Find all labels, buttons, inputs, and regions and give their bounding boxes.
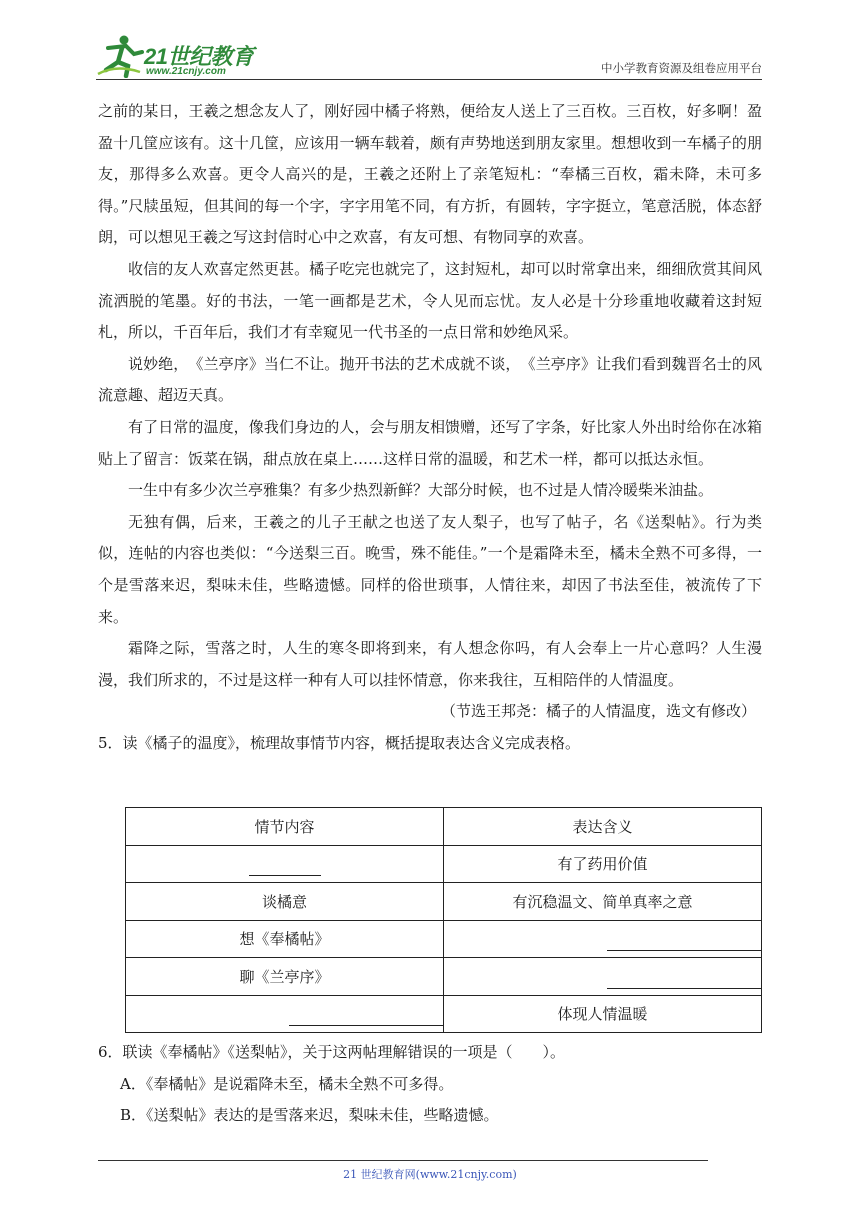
answer-blank-cell[interactable]	[444, 920, 762, 958]
answer-blank[interactable]	[607, 932, 761, 951]
table-cell: 有沉稳温文、简单真率之意	[444, 883, 762, 921]
question-5: 5．读《橘子的温度》，梳理故事情节内容，概括提取表达含义完成表格。	[98, 733, 581, 752]
table-row	[126, 845, 762, 883]
paragraph: 之前的某日，王羲之想念友人了，刚好园中橘子将熟，便给友人送上了三百枚。三百枚，好多啊！盈盈十几筐应该有。这十几筐，应该用一辆车载着，颇有声势地送到朋友家里。想想收到一车橘子的朋友，那得多么欢喜。更令人高兴的是，王羲之还附上了亲笔短札：“奉橘三百枚，霜未降，未可多得。”尺牍虽短，但其间的每一个字，字字用笔不同，有方折，有圆转，字字挺立，笔意活脱，体态舒朗，可以想见王羲之写这封信时心中之欢喜，有友可想、有物同享的欢喜。	[98, 102, 762, 247]
paragraph: 有了日常的温度，像我们身边的人，会与朋友相馈赠，还写了字条，好比家人外出时给你在冰箱贴上了留言：饭菜在锅，甜点放在桌上……这样日常的温暖，和艺术一样，都可以抵达永恒。	[98, 417, 762, 468]
question-6	[98, 1037, 762, 1132]
article-body	[98, 96, 762, 759]
runner-logo-icon	[96, 34, 144, 78]
plot-table	[125, 807, 762, 1033]
question-6-text: 6．联读《奉橘帖》《送梨帖》，关于这两帖理解错误的一项是（ ）。	[98, 1043, 566, 1061]
paragraph: 无独有偶，后来，王羲之的儿子王献之也送了友人梨子，也写了帖子，名《送梨帖》。行为类似，连帖的内容也类似：“今送梨三百。晚雪，殊不能佳。”一个是霜降未至，橘未全熟不可多得，一个是雪落来迟，梨味未佳，些略遗憾。同样的俗世琐事，人情往来，却因了书法至佳，被流传了下来。	[98, 512, 762, 626]
answer-blank-cell[interactable]	[126, 995, 444, 1033]
paragraph: 说妙绝， 《兰亭序》当仁不让。抛开书法的艺术成就不谈， 《兰亭序》让我们看到魏晋名士的风流意趣、超迈天真。	[98, 354, 762, 405]
table-header-cell: 情节内容	[126, 808, 444, 846]
page-header	[96, 28, 762, 80]
paragraph: 收信的友人欢喜定然更甚。橘子吃完也就完了，这封短札，却可以时常拿出来，细细欣赏其间风流洒脱的笔墨。好的书法，一笔一画都是艺术，令人见而忘忧。友人必是十分珍重地收藏着这封短札，所以，千百年后，我们才有幸窥见一代书圣的一点日常和妙绝风采。	[98, 259, 762, 342]
source-citation: （节选王邦尧：橘子的人情温度，选文有修改）	[440, 702, 756, 721]
table-row	[126, 883, 762, 921]
paragraph: 霜降之际，雪落之时，人生的寒冬即将到来，有人想念你吗，有人会奉上一片心意吗？人生漫漫，我们所求的，不过是这样一种有人可以挂怀情意，你来我往，互相陪伴的人情温度。	[98, 639, 762, 689]
table-header-cell: 表达含义	[444, 808, 762, 846]
table-cell: 体现人情温暖	[444, 995, 762, 1033]
table-row	[126, 995, 762, 1033]
table-row	[126, 958, 762, 996]
option-a[interactable]: A．《奉橘帖》是说霜降未至，橘未全熟不可多得。	[120, 1074, 454, 1093]
answer-blank-cell[interactable]	[126, 845, 444, 883]
table-cell: 谈橘意	[126, 883, 444, 921]
answer-blank[interactable]	[289, 1007, 443, 1026]
answer-blank[interactable]	[249, 857, 321, 876]
site-logo	[96, 34, 266, 80]
logo-subtext: www.21cnjy.com	[146, 66, 226, 77]
table-cell: 想《奉橘帖》	[126, 920, 444, 958]
paragraph: 一生中有多少次兰亭雅集？有多少热烈新鲜？大部分时候，也不过是人情冷暖柴米油盐。	[128, 481, 714, 500]
footer-link[interactable]: 21 世纪教育网(www.21cnjy.com)	[343, 1168, 517, 1181]
logo-text: 21世纪教育	[144, 44, 254, 69]
platform-title: 中小学教育资源及组卷应用平台	[601, 61, 762, 75]
table-header-row	[126, 808, 762, 846]
table-row	[126, 920, 762, 958]
answer-blank-cell[interactable]	[444, 958, 762, 996]
header-divider	[96, 79, 762, 80]
table-cell: 有了药用价值	[444, 845, 762, 883]
answer-blank[interactable]	[607, 970, 761, 989]
table-cell: 聊《兰亭序》	[126, 958, 444, 996]
option-b[interactable]: B．《送梨帖》表达的是雪落来迟，梨味未佳，些略遗憾。	[120, 1106, 499, 1125]
footer-divider	[98, 1160, 708, 1161]
